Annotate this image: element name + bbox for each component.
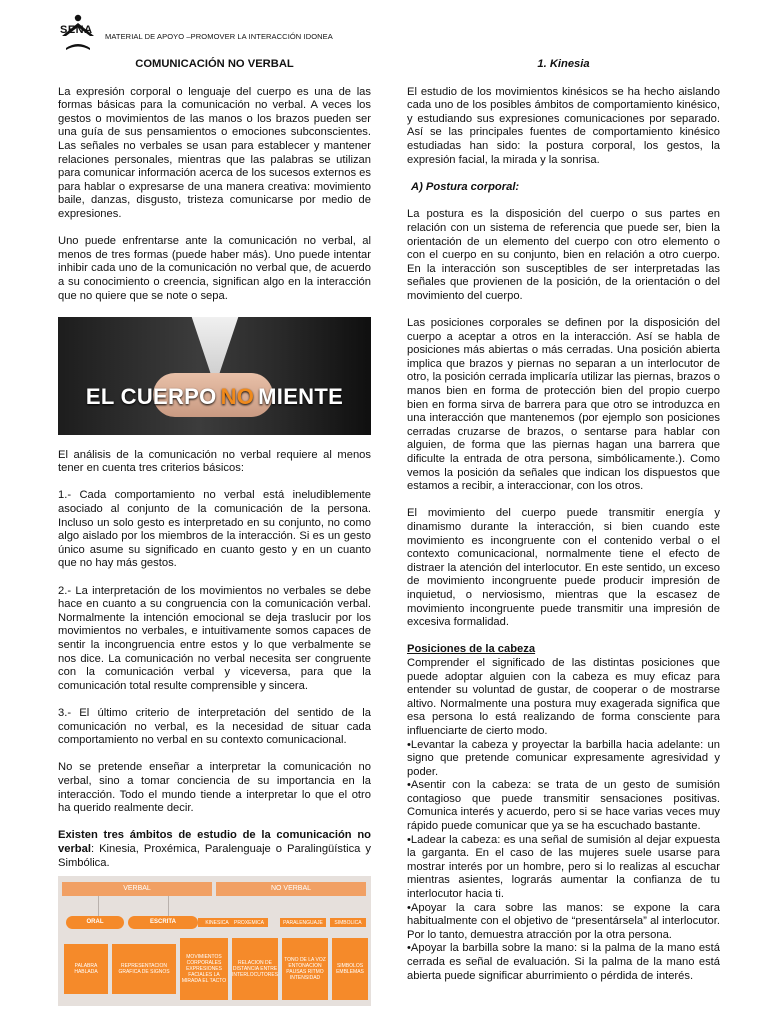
ambitos-bold: Existen tres ámbitos de estudio de la comunicación no verbal (58, 829, 371, 855)
diagram-box-3: MOVIMIENTOS CORPORALES EXPRESIONES FACIALES LA MIRADA EL TACTO (180, 938, 228, 1000)
cabeza-title: Posiciones de la cabeza (407, 643, 536, 656)
banner-text-no: NO (220, 383, 255, 409)
page-header (58, 14, 718, 54)
bullet-item: •Apoyar la cara sobre las manos: se expone la cara habitualmente con el objetivo de “presentársela” al interlocutor. Por lo tanto, demuestra atracción por la otra persona. (407, 901, 720, 941)
paragraph: Las posiciones corporales se definen por la disposición del cuerpo a aceptar a otros en la interacción. Así se habla de posiciones más abiertas o más cerradas. Una posición abierta implica que brazos y piernas no separan a un interlocutor de otro, la posición cerrada implicaría utilizar las piernas, brazos o manos bien en forma de protección bien del propio cuerpo bien en forma sirva de barrera para que otro se introduzca en una interacción que mantenemos (por ejemplo son posiciones cerradas cruzarse de brazos, o sentarse para hablar con alguien, de forma que las piernas hagan una barrera que dificulte la entrada de otra persona, simbólicamente.). Como vemos la posición da señales que indican los dispuestos que estamos a recibir, a interaccionar, con los otros. (407, 317, 720, 493)
diagram-no-verbal: NO VERBAL (216, 882, 366, 896)
image-banner (58, 375, 371, 419)
diagram-simbolica: SIMBOLICA (330, 918, 366, 927)
paragraph: La postura es la disposición del cuerpo o sus partes en relación con un sistema de referencia que puede ser, bien la orientación de un elemento del cuerpo con otro elemento o con el cuerpo en su conjunto, bien en relación a otro cuerpo. En la interacción son susceptibles de ser interpretadas las señales que provienen de la posición, de la orientación o del movimiento del cuerpo. (407, 208, 720, 302)
ambitos-rest: : Kinesia, Proxémica, Paralenguaje o Paralingüística y Simbólica. (58, 842, 371, 869)
diagram-box-4: RELACION DE DISTANCIA ENTRE INTERLOCUTORES (232, 938, 278, 1000)
kinesia-title: 1. Kinesia (537, 58, 590, 70)
paragraph: 1.- Cada comportamiento no verbal está ineludiblemente asociado al conjunto de la comunicación de la persona. Incluso un solo gesto es interpretado en su conjunto, no como algo aislado por los miembros de la interacción. Si es un gesto único asume su significado en cuanto gesto y en un cuanto que no hay más gestos. (58, 489, 371, 570)
diagram-box-1: PALABRA HABLADA (64, 944, 108, 994)
paragraph: Uno puede enfrentarse ante la comunicación no verbal, al menos de tres formas (puede haber más). Uno puede intentar inhibir cada uno de la comunicación no verbal que, de acuerdo a su conocimiento o creencia, significan algo en la interacción que no quiere que se note o sepa. (58, 235, 371, 302)
bullet-item: •Apoyar la barbilla sobre la mano: si la palma de la mano está cerrada es señal de evaluación. Si la palma de la mano está abierta puede significar aburrimiento o pérdida de interés. (407, 942, 720, 982)
bullet-item: •Levantar la cabeza y proyectar la barbilla hacia adelante: un signo que pretende comunicar expresamente agresividad y poder. (407, 738, 720, 778)
paragraph: No se pretende enseñar a interpretar la comunicación no verbal, sino a tomar conciencia de su importancia en la interacción. Todo el mundo tiende a interpretar lo que el otro ha querido realmente decir. (58, 761, 371, 815)
diagram-oral: ORAL (66, 916, 124, 929)
left-column (58, 56, 371, 1006)
communication-diagram (58, 876, 371, 1006)
paragraph: 3.- El último criterio de interpretación del sentido de la comunicación no verbal, es la necesidad de situar cada comportamiento no verbal en su contexto comunicacional. (58, 706, 371, 747)
right-column (407, 56, 720, 983)
paragraph-ambitos (58, 829, 371, 870)
diagram-box-5: TONO DE LA VOZ ENTONACION PAUSAS RITMO INTENSIDAD (282, 938, 328, 1000)
paragraph: El movimiento del cuerpo puede transmitir energía y dinamismo durante la interacción, si bien cuando este movimiento es incongruente con el contenido verbal o el contexto comunicacional, normalmente tiene el efecto de distraer la atención del interlocutor. En este sentido, un exceso de movimiento incongruente puede producir impresión de inquietud, o nerviosismo, mientras que la escasez de movimiento incongruente puede transmitir una impresión de excesiva formalidad. (407, 507, 720, 629)
body-language-image (58, 317, 371, 435)
diagram-box-6: SIMBOLOS EMBLEMAS (332, 938, 368, 1000)
banner-text-a: EL CUERPO (85, 383, 217, 409)
header-title: MATERIAL DE APOYO –PROMOVER LA INTERACCIÓN IDONEA (105, 32, 333, 41)
bullet-item: •Asentir con la cabeza: se trata de un gesto de sumisión contagioso que puede transmitir sensaciones positivas. Comunica interés y acuerdo, pero si se hace varias veces muy rápido puede comunicar que ya se ha escuchado bastante. (407, 779, 720, 833)
diagram-kinesica: KINESICA (198, 918, 236, 927)
sena-logo (58, 14, 98, 52)
paragraph: Comprender el significado de las distintas posiciones que puede adoptar alguien con la cabeza es muy eficaz para entender su voluntad de gustar, de cooperar o de mostrarse altivo. Normalmente una postura muy exagerada significa que esa persona lo está realizando de forma consciente para influenciarte de cierto modo. (407, 656, 720, 737)
diagram-paralenguaje: PARALENGUAJE (280, 918, 326, 927)
diagram-escrita: ESCRITA (128, 916, 198, 929)
diagram-line (98, 896, 99, 918)
paragraph: El análisis de la comunicación no verbal requiere al menos tener en cuenta tres criterios básicos: (58, 448, 371, 475)
paragraph: El estudio de los movimientos kinésicos se ha hecho aislando cada uno de los posibles ámbitos de comportamiento kinésico, y estudiando sus expresiones comunicaciones por separado. Así se las principales fuentes de comportamiento kinésico estudiadas han sido: la postura corporal, los gestos, la expresión facial, la mirada y la sonrisa. (407, 85, 720, 166)
postura-title: A) Postura corporal: (411, 180, 520, 193)
paragraph: 2.- La interpretación de los movimientos no verbales se debe hace en cuanto a su congruencia con la comunicación verbal. Normalmente la intención emocional se deja traslucir por los movimientos no verbales, e intuitivamente somos capaces de sentir la incongruencia entre estos y lo que verbalmente se nos dice. La comunicación no verbal necesita ser congruente con la comunicación verbal y viceversa, para que la comunicación total resulte comprensible y sincera. (58, 584, 371, 692)
diagram-line (168, 896, 169, 918)
banner-text-b: MIENTE (258, 383, 344, 409)
diagram-verbal: VERBAL (62, 882, 212, 896)
diagram-proxemica: PROXEMICA (230, 918, 268, 927)
paragraph: La expresión corporal o lenguaje del cuerpo es una de las formas básicas para la comunicación no verbal. A veces los gestos o movimientos de las manos o los brazos pueden ser una guía de sus pensamientos o emociones subconscientes. Las señales no verbales se usan para establecer y mantener relaciones personales, mientras que las palabras se utilizan para comunicar información acerca de los sucesos externos es para hablar o expresarse de una manera creativa: movimiento baile, danzas, disgusto, tristeza comunicarse por medio de expresiones. (58, 85, 371, 220)
bullet-item: •Ladear la cabeza: es una señal de sumisión al dejar expuesta la garganta. En el caso de las mujeres suele usarse para mostrar interés por un hombre, pero si lo realizas al escuchar mientras asientes, lograrás aumentar la confianza de tu interlocutor hacia ti. (407, 833, 720, 901)
section-title: COMUNICACIÓN NO VERBAL (135, 58, 294, 70)
logo-label: SENA (60, 24, 93, 36)
diagram-box-2: REPRESENTACION GRAFICA DE SIGNOS (112, 944, 176, 994)
